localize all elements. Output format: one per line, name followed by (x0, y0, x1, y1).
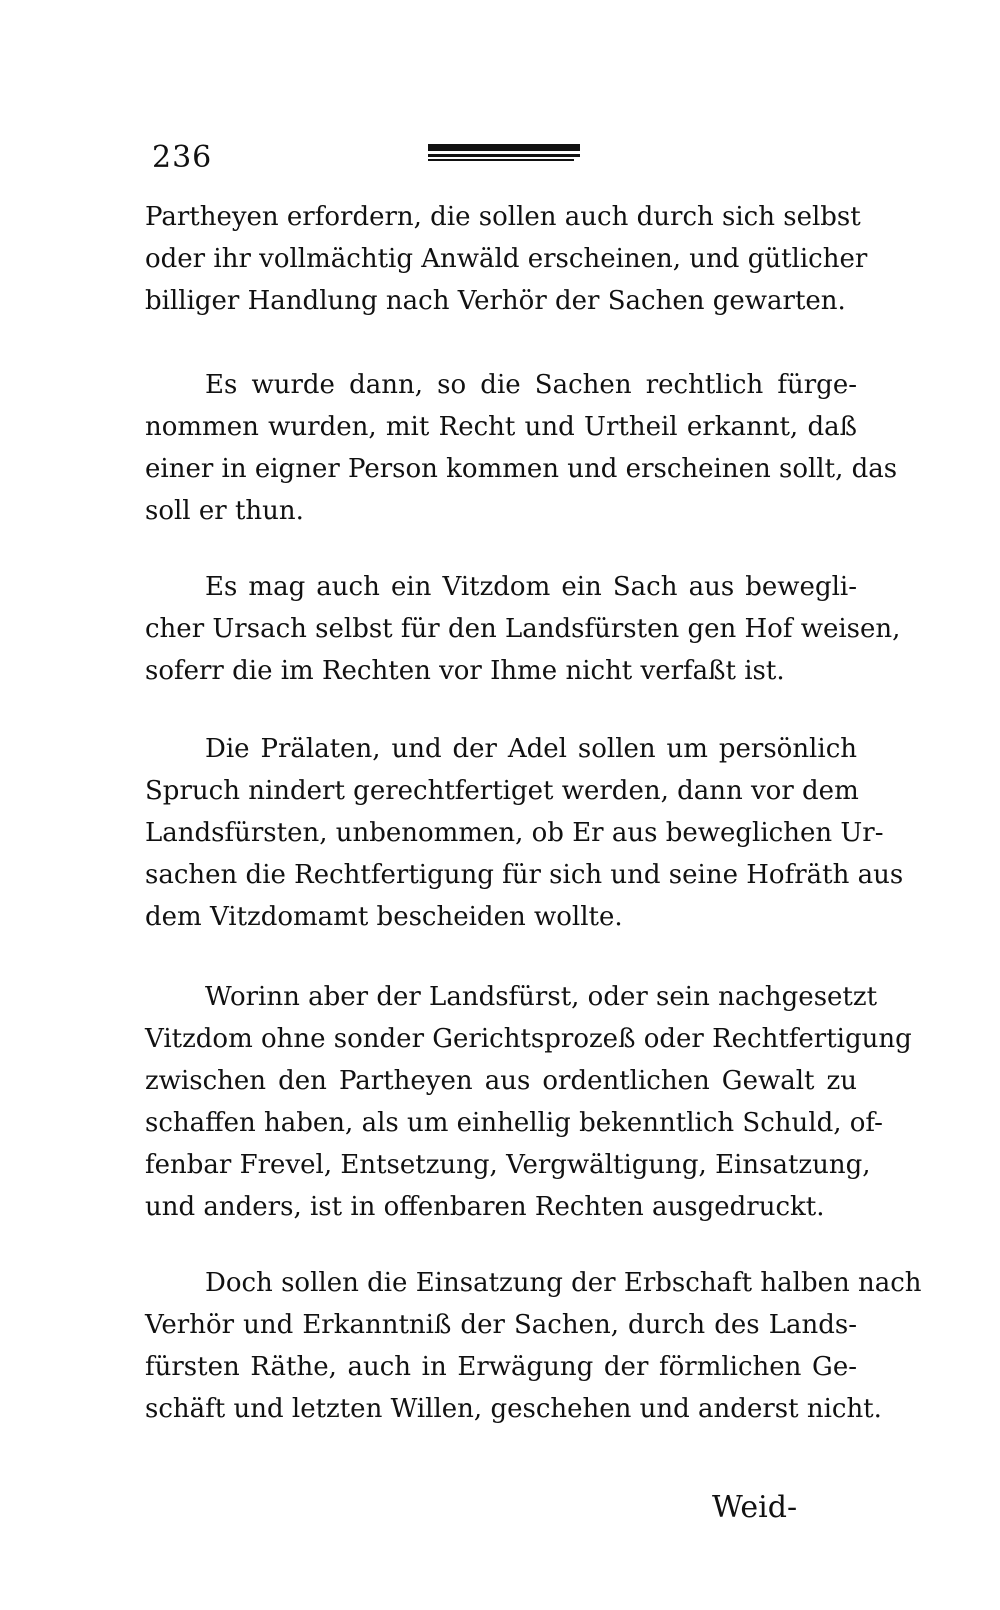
text-line: Doch sollen die Einsatzung der Erbschaft halben nach (205, 1268, 922, 1298)
text-line: Partheyen erfordern, die sollen auch durch sich selbst (145, 202, 861, 232)
text-line: Worinn aber der Landsfürst, oder sein nachgesetzt (205, 982, 878, 1012)
text-line: fenbar Frevel, Entsetzung, Vergwältigung, Einsatzung, (145, 1150, 871, 1180)
paragraph-4 (145, 728, 904, 938)
text-line: Vitzdom ohne sonder Gerichtsprozeß oder Rechtfertigung (145, 1024, 912, 1054)
paragraph-5 (145, 976, 912, 1228)
text-line: Die Prälaten, und der Adel sollen um persönlich (205, 734, 857, 764)
text-line: zwischen den Partheyen aus ordentlichen Gewalt zu (145, 1066, 857, 1096)
text-line: Landsfürsten, unbenommen, ob Er aus beweglichen Ur- (145, 818, 884, 848)
text-line: sachen die Rechtfertigung für sich und seine Hofräth aus (145, 860, 904, 890)
text-line: und anders, ist in offenbaren Rechten ausgedruckt. (145, 1192, 825, 1222)
paragraph-1 (145, 196, 868, 322)
text-line: soll er thun. (145, 496, 304, 526)
text-line: Es wurde dann, so die Sachen rechtlich fürge- (205, 370, 857, 400)
paragraph-2 (145, 364, 898, 532)
text-line: cher Ursach selbst für den Landsfürsten gen Hof weisen, (145, 614, 901, 644)
text-line: nommen wurden, mit Recht und Urtheil erkannt, daß (145, 412, 857, 442)
page-number: 236 (152, 140, 213, 175)
text-line: schaffen haben, als um einhellig bekenntlich Schuld, of- (145, 1108, 883, 1138)
text-line: schäft und letzten Willen, geschehen und anderst nicht. (145, 1394, 882, 1424)
text-line: dem Vitzdomamt bescheiden wollte. (145, 902, 623, 932)
text-line: Spruch nindert gerechtfertiget werden, dann vor dem (145, 776, 859, 806)
text-line: einer in eigner Person kommen und erscheinen sollt, das (145, 454, 898, 484)
text-line: oder ihr vollmächtig Anwäld erscheinen, und gütlicher (145, 244, 868, 274)
text-line: Es mag auch ein Vitzdom ein Sach aus bewegli- (205, 572, 857, 602)
text-line: billiger Handlung nach Verhör der Sachen gewarten. (145, 286, 846, 316)
catchword: Weid- (712, 1490, 798, 1525)
text-line: fürsten Räthe, auch in Erwägung der förmlichen Ge- (145, 1352, 857, 1382)
paragraph-6 (145, 1262, 922, 1430)
text-line: soferr die im Rechten vor Ihme nicht verfaßt ist. (145, 656, 785, 686)
text-line: Verhör und Erkanntniß der Sachen, durch des Lands- (145, 1310, 857, 1340)
header-rule (428, 144, 580, 161)
paragraph-3 (145, 566, 901, 692)
